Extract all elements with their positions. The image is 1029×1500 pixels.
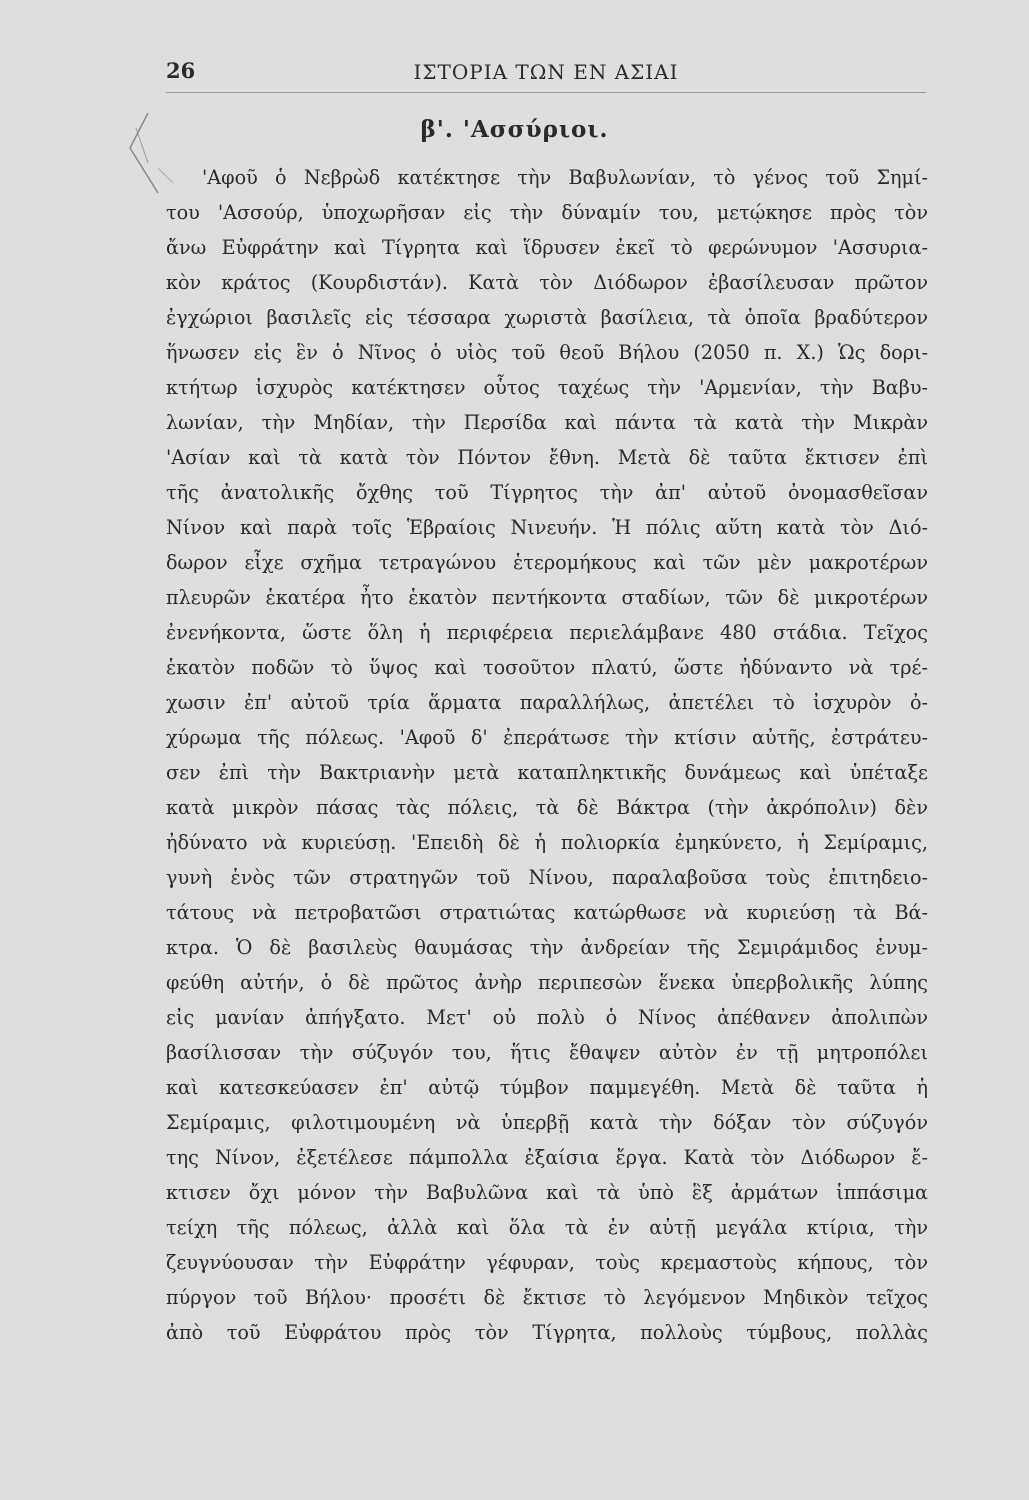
text-line: ἐγχώριοι βασιλεῖς εἰς τέσσαρα χωριστὰ βασίλεια, τὰ ὁποῖα βραδύτερον	[166, 306, 928, 329]
text-line: ἥνωσεν εἰς ἓν ὁ Νῖνος ὁ υἱὸς τοῦ θεοῦ Βήλου (2050 π. Χ.) Ὡς δορι-	[166, 341, 928, 364]
text-line: βασίλισσαν τὴν σύζυγόν του, ἥτις ἔθαψεν αὐτὸν ἐν τῇ μητροπόλει	[166, 1041, 928, 1064]
text-line: ἄνω Εὐφράτην καὶ Τίγρητα καὶ ἵδρυσεν ἐκεῖ τὸ φερώνυμον 'Ασσυρια-	[166, 236, 928, 259]
text-line: πλευρῶν ἑκατέρα ἦτο ἑκατὸν πεντήκοντα σταδίων, τῶν δὲ μικροτέρων	[166, 586, 928, 609]
page-header	[166, 58, 926, 90]
text-line: κὸν κράτος (Κουρδιστάν). Κατὰ τὸν Διόδωρον ἐβασίλευσαν πρῶτον	[166, 271, 928, 294]
text-line: τείχη τῆς πόλεως, ἀλλὰ καὶ ὅλα τὰ ἐν αὐτῇ μεγάλα κτίρια, τὴν	[166, 1216, 928, 1239]
text-line: ζευγνύουσαν τὴν Εὐφράτην γέφυραν, τοὺς κρεμαστοὺς κήπους, τὸν	[166, 1251, 928, 1274]
text-line: της Νίνον, ἐξετέλεσε πάμπολλα ἐξαίσια ἔργα. Κατὰ τὸν Διόδωρον ἔ-	[166, 1146, 928, 1169]
text-line: τάτους νὰ πετροβατῶσι στρατιώτας κατώρθωσε νὰ κυριεύσῃ τὰ Βά-	[166, 901, 928, 924]
text-line: τῆς ἀνατολικῆς ὄχθης τοῦ Τίγρητος τὴν ἀπ' αὐτοῦ ὀνομασθεῖσαν	[166, 481, 928, 504]
body-text	[166, 160, 928, 1350]
text-line: ἐνενήκοντα, ὥστε ὅλη ἡ περιφέρεια περιελάμβανε 480 στάδια. Τεῖχος	[166, 621, 928, 644]
text-line: Σεμίραμις, φιλοτιμουμένη νὰ ὑπερβῇ κατὰ τὴν δόξαν τὸν σύζυγόν	[166, 1111, 928, 1134]
text-line: φεύθη αὐτήν, ὁ δὲ πρῶτος ἀνὴρ περιπεσὼν ἕνεκα ὑπερβολικῆς λύπης	[166, 971, 928, 994]
header-rule	[166, 92, 926, 93]
text-line: λωνίαν, τὴν Μηδίαν, τὴν Περσίδα καὶ πάντα τὰ κατὰ τὴν Μικρὰν	[166, 411, 928, 434]
page-number: 26	[166, 58, 196, 83]
text-line: του 'Ασσούρ, ὑποχωρῆσαν εἰς τὴν δύναμίν του, μετῴκησε πρὸς τὸν	[166, 201, 928, 224]
section-title: β'. 'Ασσύριοι.	[420, 116, 609, 143]
text-line: δωρον εἶχε σχῆμα τετραγώνου ἑτερομήκους καὶ τῶν μὲν μακροτέρων	[166, 551, 928, 574]
text-line: καὶ κατεσκεύασεν ἐπ' αὐτῷ τύμβον παμμεγέθη. Μετὰ δὲ ταῦτα ἡ	[166, 1076, 928, 1099]
text-line: χύρωμα τῆς πόλεως. 'Αφοῦ δ' ἐπεράτωσε τὴν κτίσιν αὐτῆς, ἐστράτευ-	[166, 726, 928, 749]
text-line: κατὰ μικρὸν πάσας τὰς πόλεις, τὰ δὲ Βάκτρα (τὴν ἀκρόπολιν) δὲν	[166, 796, 928, 819]
text-line: κτρα. Ὁ δὲ βασιλεὺς θαυμάσας τὴν ἀνδρείαν τῆς Σεμιράμιδος ἐνυμ-	[166, 936, 928, 959]
text-line: πύργον τοῦ Βήλου· προσέτι δὲ ἔκτισε τὸ λεγόμενον Μηδικὸν τεῖχος	[166, 1286, 928, 1309]
text-line: ἠδύνατο νὰ κυριεύσῃ. 'Επειδὴ δὲ ἡ πολιορκία ἐμηκύνετο, ἡ Σεμίραμις,	[166, 831, 928, 854]
text-line: ἀπὸ τοῦ Εὐφράτου πρὸς τὸν Τίγρητα, πολλοὺς τύμβους, πολλὰς	[166, 1321, 928, 1344]
text-line: ἑκατὸν ποδῶν τὸ ὕψος καὶ τοσοῦτον πλατύ, ὥστε ἠδύναντο νὰ τρέ-	[166, 656, 928, 679]
text-line: 'Ασίαν καὶ τὰ κατὰ τὸν Πόντον ἔθνη. Μετὰ δὲ ταῦτα ἔκτισεν ἐπὶ	[166, 446, 928, 469]
running-title: ΙΣΤΟΡΙΑ ΤΩΝ ΕΝ ΑΣΙΑΙ	[413, 60, 679, 84]
text-line: 'Αφοῦ ὁ Νεβρὼδ κατέκτησε τὴν Βαβυλωνίαν, τὸ γένος τοῦ Σημί-	[202, 166, 928, 189]
text-line: εἰς μανίαν ἀπήγξατο. Μετ' οὐ πολὺ ὁ Νίνος ἀπέθανεν ἀπολιπὼν	[166, 1006, 928, 1029]
text-line: κτισεν ὄχι μόνον τὴν Βαβυλῶνα καὶ τὰ ὑπὸ ἓξ ἁρμάτων ἱππάσιμα	[166, 1181, 928, 1204]
text-line: χωσιν ἐπ' αὐτοῦ τρία ἅρματα παραλλήλως, ἀπετέλει τὸ ἰσχυρὸν ὀ-	[166, 691, 928, 714]
text-line: κτήτωρ ἰσχυρὸς κατέκτησεν οὗτος ταχέως τὴν 'Αρμενίαν, τὴν Βαβυ-	[166, 376, 928, 399]
text-line: γυνὴ ἑνὸς τῶν στρατηγῶν τοῦ Νίνου, παραλαβοῦσα τοὺς ἐπιτηδειο-	[166, 866, 928, 889]
text-line: Νίνον καὶ παρὰ τοῖς Ἑβραίοις Νινευήν. Ἡ πόλις αὕτη κατὰ τὸν Διό-	[166, 516, 928, 539]
text-line: σεν ἐπὶ τὴν Βακτριανὴν μετὰ καταπληκτικῆς δυνάμεως καὶ ὑπέταξε	[166, 761, 928, 784]
